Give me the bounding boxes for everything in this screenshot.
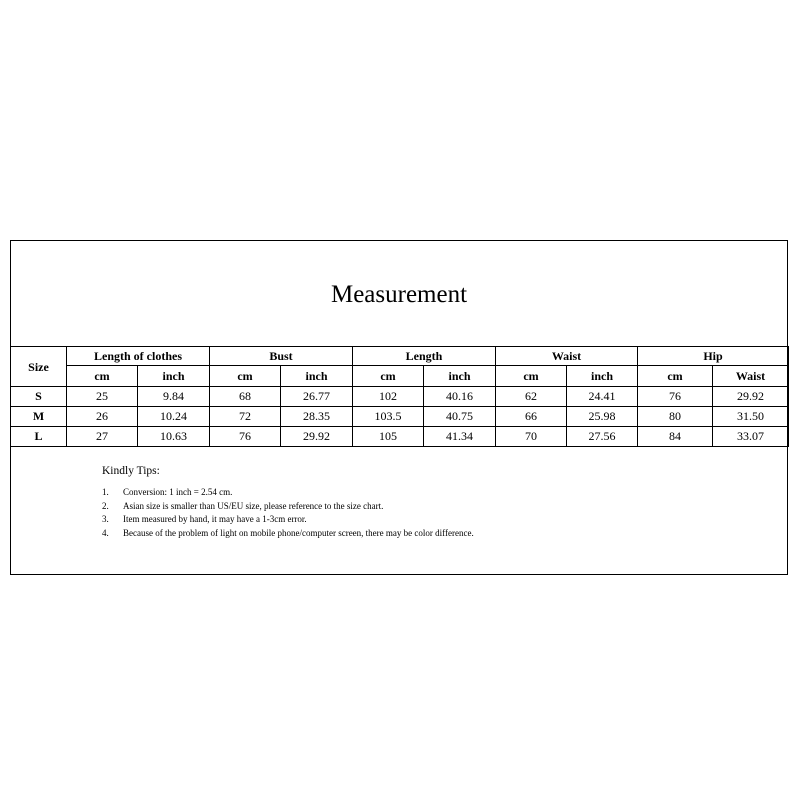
table-cell: 102 — [353, 387, 424, 407]
table-cell: 103.5 — [353, 407, 424, 427]
table-group-header-row — [11, 347, 789, 366]
unit-header: inch — [567, 366, 638, 387]
list-item — [102, 513, 502, 527]
table-cell: 29.92 — [281, 427, 353, 447]
table-cell: 26 — [67, 407, 138, 427]
list-item-text: Conversion: 1 inch = 2.54 cm. — [123, 487, 233, 497]
table-cell: 24.41 — [567, 387, 638, 407]
tips-title: Kindly Tips: — [102, 465, 160, 477]
list-item-text: Item measured by hand, it may have a 1-3cm error. — [123, 514, 307, 524]
table-cell: 40.75 — [424, 407, 496, 427]
table-cell: 66 — [496, 407, 567, 427]
table-cell: 68 — [210, 387, 281, 407]
table-row — [11, 387, 789, 407]
unit-header: Waist — [713, 366, 789, 387]
list-item — [102, 486, 502, 500]
size-label: M — [11, 407, 67, 427]
page-title: Measurement — [330, 281, 468, 308]
list-item-number: 4. — [102, 527, 109, 538]
table-cell: 26.77 — [281, 387, 353, 407]
group-header-waist: Waist — [496, 347, 638, 366]
list-item-text: Because of the problem of light on mobile phone/computer screen, there may be color difference. — [123, 527, 474, 538]
table-cell: 31.50 — [713, 407, 789, 427]
group-header-length-of-clothes: Length of clothes — [67, 347, 210, 366]
table-cell: 10.63 — [138, 427, 210, 447]
table-cell: 27 — [67, 427, 138, 447]
list-item-number: 2. — [102, 500, 109, 511]
list-item-number: 1. — [102, 487, 109, 497]
table-unit-header-row — [11, 366, 789, 387]
unit-header: cm — [638, 366, 713, 387]
list-item-number: 3. — [102, 514, 109, 524]
table-cell: 62 — [496, 387, 567, 407]
table-cell: 28.35 — [281, 407, 353, 427]
size-column-header: Size — [11, 347, 67, 387]
unit-header: cm — [210, 366, 281, 387]
table-row — [11, 427, 789, 447]
list-item — [102, 527, 502, 541]
table-cell: 29.92 — [713, 387, 789, 407]
table-cell: 76 — [638, 387, 713, 407]
table-cell: 25 — [67, 387, 138, 407]
table-cell: 25.98 — [567, 407, 638, 427]
table-cell: 105 — [353, 427, 424, 447]
kindly-tips — [102, 463, 502, 540]
table-cell: 70 — [496, 427, 567, 447]
table-cell: 84 — [638, 427, 713, 447]
list-item-text: Asian size is smaller than US/EU size, please reference to the size chart. — [123, 500, 384, 511]
unit-header: inch — [424, 366, 496, 387]
table-cell: 27.56 — [567, 427, 638, 447]
group-header-hip: Hip — [638, 347, 789, 366]
table-cell: 41.34 — [424, 427, 496, 447]
table-cell: 33.07 — [713, 427, 789, 447]
size-chart-table — [10, 346, 789, 447]
measurement-card — [10, 240, 788, 575]
table-cell: 9.84 — [138, 387, 210, 407]
size-label: S — [11, 387, 67, 407]
table-cell: 72 — [210, 407, 281, 427]
size-label: L — [11, 427, 67, 447]
group-header-bust: Bust — [210, 347, 353, 366]
tips-list — [102, 486, 502, 540]
unit-header: cm — [67, 366, 138, 387]
table-cell: 10.24 — [138, 407, 210, 427]
unit-header: cm — [496, 366, 567, 387]
table-cell: 76 — [210, 427, 281, 447]
table-cell: 80 — [638, 407, 713, 427]
group-header-length: Length — [353, 347, 496, 366]
unit-header: cm — [353, 366, 424, 387]
table-cell: 40.16 — [424, 387, 496, 407]
unit-header: inch — [281, 366, 353, 387]
unit-header: inch — [138, 366, 210, 387]
list-item — [102, 500, 502, 514]
table-row — [11, 407, 789, 427]
